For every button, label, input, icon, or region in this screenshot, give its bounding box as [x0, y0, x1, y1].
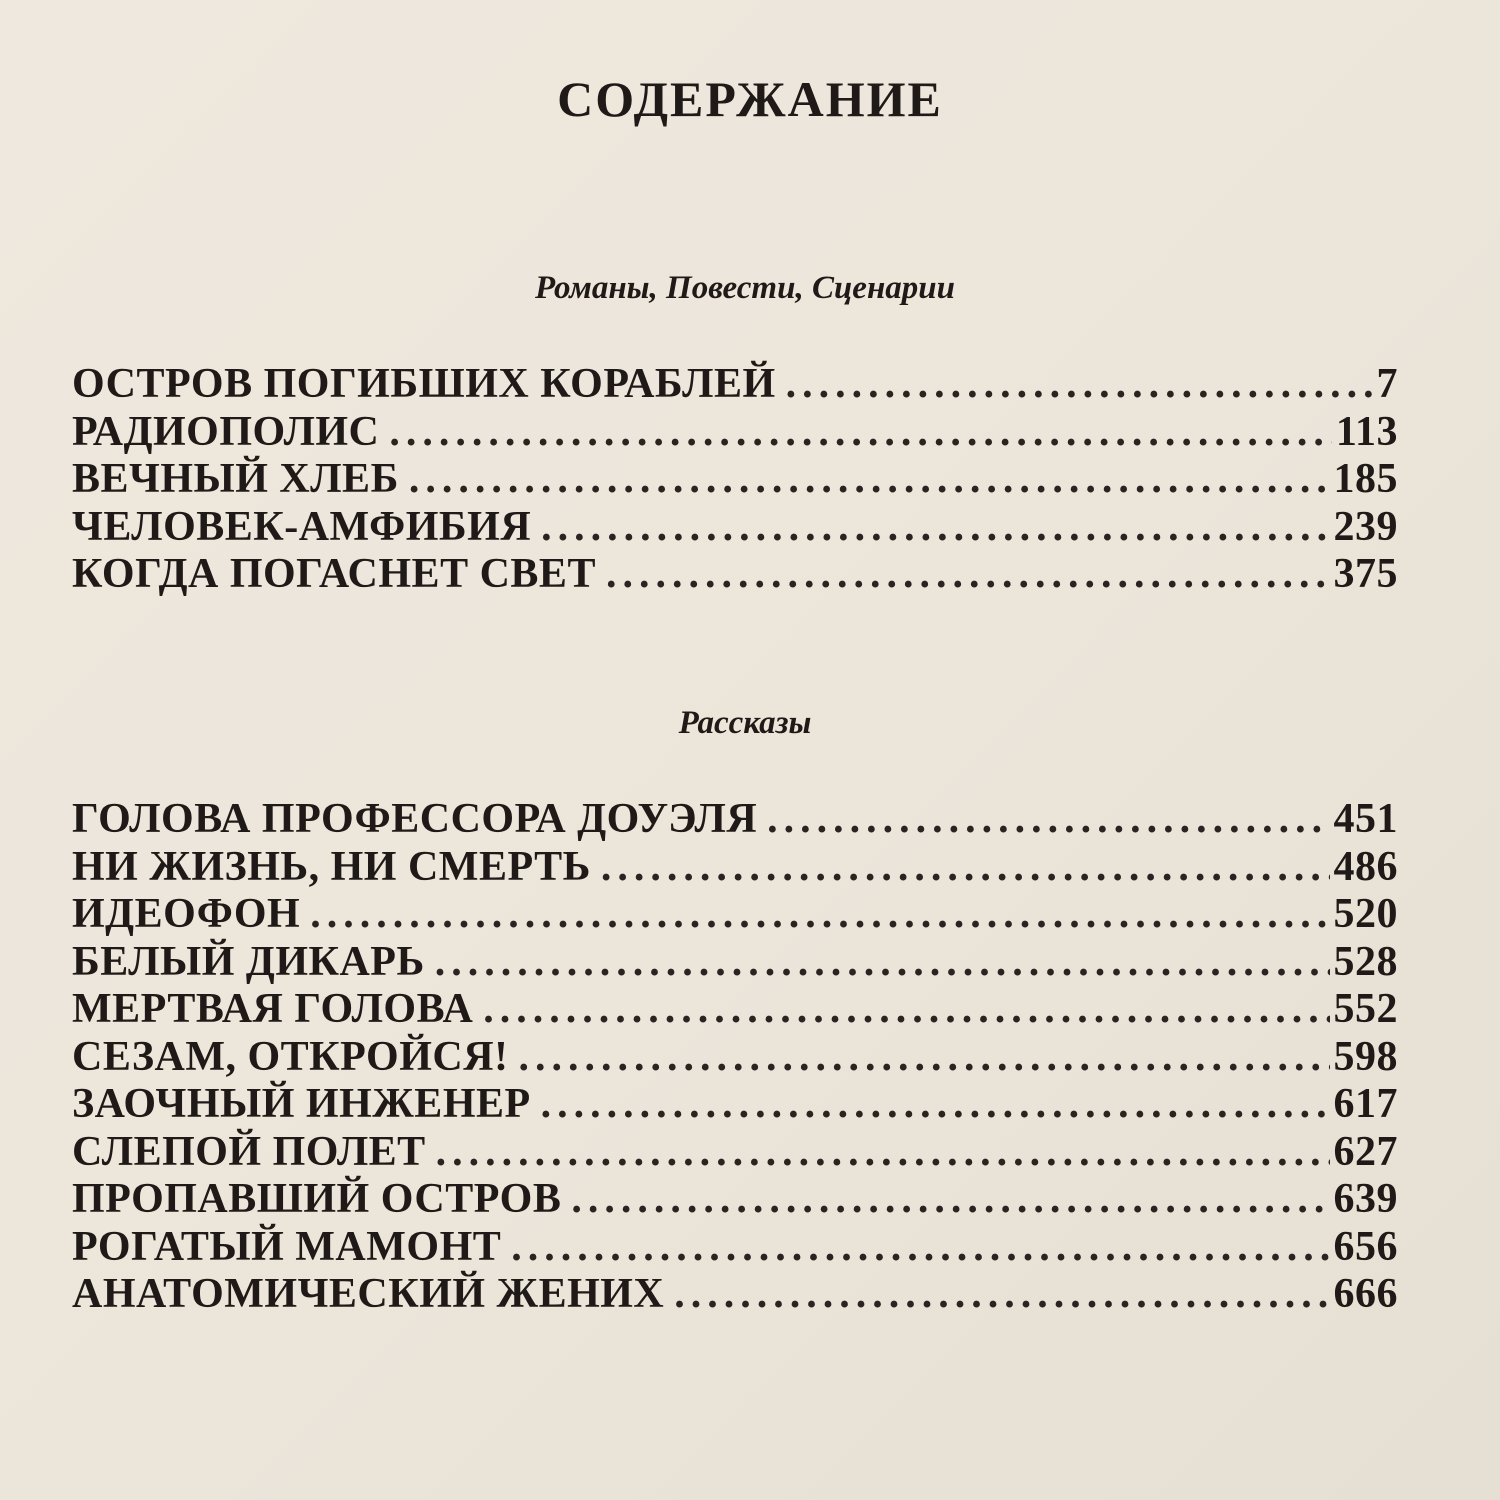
dot-leader — [483, 985, 1329, 1033]
toc-entry-title: БЕЛЫЙ ДИКАРЬ — [72, 938, 425, 985]
toc-entry — [72, 455, 1398, 503]
dot-leader — [511, 1223, 1329, 1271]
dot-leader — [519, 1033, 1330, 1081]
toc-entry — [72, 550, 1398, 598]
toc-entry — [72, 1033, 1398, 1081]
toc-entry — [72, 1270, 1398, 1318]
toc-entry-title: СЕЗАМ, ОТКРОЙСЯ! — [72, 1033, 509, 1080]
dot-leader — [409, 455, 1330, 503]
toc-entry-page: 598 — [1333, 1033, 1398, 1080]
toc-entry-title: РАДИОПОЛИС — [72, 408, 380, 455]
toc-entry-page: 451 — [1333, 796, 1398, 842]
toc-list-stories — [72, 795, 1398, 1318]
toc-entry-title: МЕРТВАЯ ГОЛОВА — [72, 986, 474, 1032]
dot-leader — [786, 360, 1373, 408]
toc-entry-title: РОГАТЫЙ МАМОНТ — [72, 1223, 502, 1270]
dot-leader — [601, 843, 1330, 891]
toc-entry — [72, 938, 1398, 986]
dot-leader — [541, 1080, 1330, 1128]
toc-entry-page: 486 — [1333, 843, 1398, 890]
toc-entry-page: 666 — [1333, 1271, 1398, 1317]
toc-entry-title: ОСТРОВ ПОГИБШИХ КОРАБЛЕЙ — [72, 361, 776, 407]
toc-entry-title: ВЕЧНЫЙ ХЛЕБ — [72, 456, 399, 502]
toc-entry — [72, 360, 1398, 408]
dot-leader — [571, 1175, 1329, 1223]
toc-list-novels — [72, 360, 1398, 598]
toc-entry-page: 656 — [1333, 1223, 1398, 1270]
toc-entry-page: 7 — [1376, 361, 1398, 407]
toc-entry — [72, 1175, 1398, 1223]
toc-entry — [72, 1080, 1398, 1128]
dot-leader — [541, 503, 1329, 551]
dot-leader — [389, 408, 1331, 456]
toc-entry — [72, 985, 1398, 1033]
dot-leader — [435, 938, 1330, 986]
toc-entry-title: ЧЕЛОВЕК-АМФИБИЯ — [72, 503, 532, 550]
toc-entry-title: ГОЛОВА ПРОФЕССОРА ДОУЭЛЯ — [72, 796, 758, 842]
toc-entry-page: 239 — [1333, 503, 1398, 550]
dot-leader — [767, 795, 1329, 843]
toc-entry — [72, 1128, 1398, 1176]
toc-entry-title: ИДЕОФОН — [72, 891, 301, 937]
toc-entry-title: ЗАОЧНЫЙ ИНЖЕНЕР — [72, 1081, 531, 1127]
toc-entry-page: 528 — [1333, 938, 1398, 985]
toc-entry-page: 552 — [1333, 986, 1398, 1032]
toc-entry-page: 375 — [1333, 551, 1398, 597]
toc-entry — [72, 503, 1398, 551]
toc-entry — [72, 890, 1398, 938]
dot-leader — [436, 1128, 1330, 1176]
toc-entry-title: ПРОПАВШИЙ ОСТРОВ — [72, 1176, 562, 1222]
toc-entry-page: 627 — [1333, 1128, 1398, 1175]
toc-entry — [72, 1223, 1398, 1271]
toc-entry — [72, 843, 1398, 891]
toc-entry-title: НИ ЖИЗНЬ, НИ СМЕРТЬ — [72, 843, 591, 890]
page-title: СОДЕРЖАНИЕ — [557, 71, 943, 127]
toc-entry-page: 639 — [1333, 1176, 1398, 1222]
section-heading-novels: Романы, Повести, Сценарии — [535, 270, 955, 306]
toc-entry — [72, 795, 1398, 843]
toc-entry-page: 185 — [1333, 456, 1398, 502]
dot-leader — [310, 890, 1329, 938]
toc-entry-title: АНАТОМИЧЕСКИЙ ЖЕНИХ — [72, 1271, 665, 1317]
toc-entry-title: СЛЕПОЙ ПОЛЕТ — [72, 1128, 426, 1175]
toc-entry-title: КОГДА ПОГАСНЕТ СВЕТ — [72, 551, 596, 597]
dot-leader — [674, 1270, 1329, 1318]
toc-entry-page: 113 — [1335, 408, 1398, 455]
dot-leader — [606, 550, 1330, 598]
toc-entry — [72, 408, 1398, 456]
toc-entry-page: 617 — [1333, 1081, 1398, 1127]
section-heading-stories: Рассказы — [678, 705, 812, 741]
toc-entry-page: 520 — [1333, 891, 1398, 937]
